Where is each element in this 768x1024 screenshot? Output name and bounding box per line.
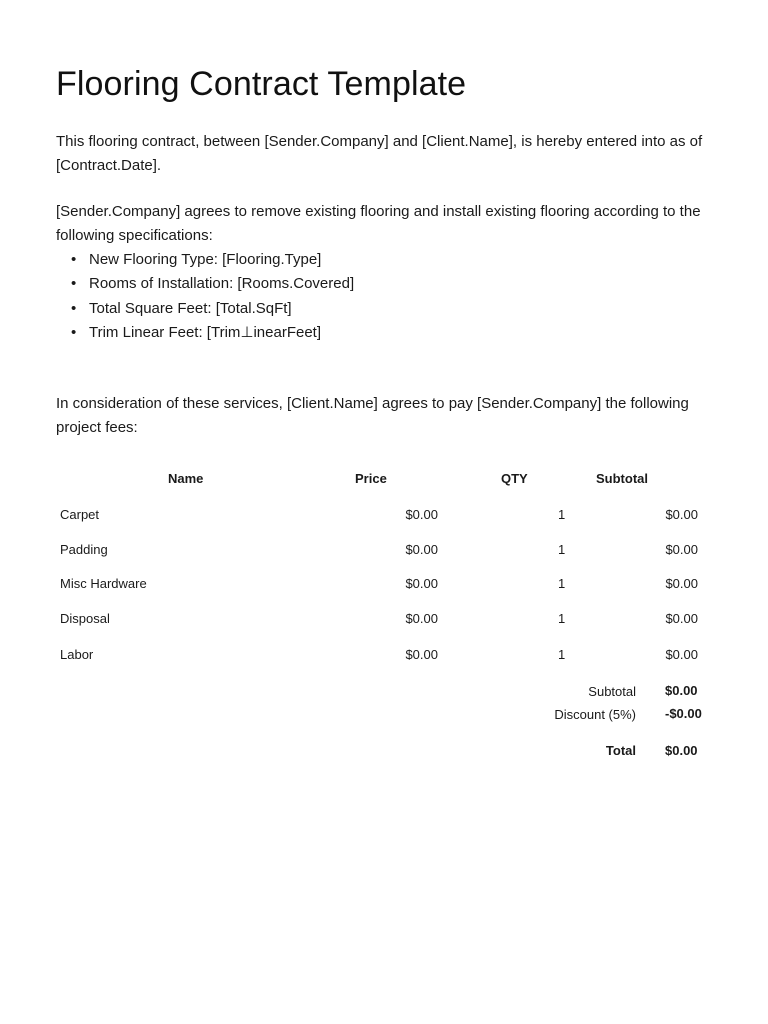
- row-name: Padding: [60, 542, 108, 557]
- specifications-list: [56, 248, 354, 345]
- payment-paragraph: In consideration of these services, [Client.Name] agrees to pay [Sender.Company] the following project fees:: [56, 395, 689, 436]
- summary-subtotal-label: Subtotal: [588, 684, 636, 699]
- row-price: $0.00: [405, 576, 438, 591]
- summary-total-value: $0.00: [665, 743, 698, 758]
- row-price: $0.00: [405, 507, 438, 522]
- spec-item-text: New Flooring Type: [Flooring.Type]: [89, 251, 322, 268]
- bullet-icon: •: [71, 299, 77, 317]
- spec-item: [56, 272, 354, 296]
- spec-item: [56, 321, 354, 345]
- column-header-name: Name: [168, 471, 204, 486]
- row-subtotal: $0.00: [665, 507, 698, 522]
- spec-item-text: Rooms of Installation: [Rooms.Covered]: [89, 275, 355, 293]
- row-subtotal: $0.00: [665, 611, 698, 626]
- row-price: $0.00: [405, 542, 438, 557]
- summary-total-label: Total: [605, 743, 636, 758]
- row-subtotal: $0.00: [665, 542, 698, 557]
- column-header-subtotal: Subtotal: [596, 471, 648, 486]
- summary-discount-value: -$0.00: [665, 706, 702, 721]
- row-qty: 1: [558, 611, 566, 626]
- row-price: $0.00: [405, 647, 438, 662]
- table-row: [56, 610, 716, 630]
- table-row: [56, 575, 716, 595]
- scope-paragraph: [Sender.Company] agrees to remove existing flooring and install existing flooring according to the following specifications:: [56, 203, 701, 244]
- bullet-icon: •: [71, 251, 77, 268]
- table-row: [56, 646, 716, 666]
- column-header-qty: QTY: [501, 471, 528, 486]
- spec-item-text: Total Square Feet: [Total.SqFt]: [89, 299, 292, 317]
- row-qty: 1: [558, 507, 566, 522]
- row-subtotal: $0.00: [665, 647, 698, 662]
- row-name: Carpet: [60, 507, 100, 522]
- document-title: Flooring Contract Template: [56, 65, 467, 103]
- summary-subtotal-value: $0.00: [665, 683, 698, 698]
- row-qty: 1: [558, 542, 566, 557]
- bullet-icon: •: [71, 275, 77, 293]
- row-price: $0.00: [405, 611, 438, 626]
- spec-item: [56, 248, 354, 272]
- bullet-icon: •: [71, 323, 77, 341]
- table-row: [56, 541, 716, 561]
- summary-discount-label: Discount (5%): [554, 707, 636, 722]
- spec-item: [56, 297, 354, 321]
- row-name: Labor: [60, 647, 94, 662]
- row-qty: 1: [558, 647, 566, 662]
- table-row: [56, 506, 716, 526]
- intro-paragraph: This flooring contract, between [Sender.Company] and [Client.Name], is hereby entered into as of [Contract.Date].: [56, 133, 703, 174]
- row-name: Disposal: [60, 611, 110, 626]
- row-qty: 1: [558, 576, 566, 591]
- spec-item-text: Trim Linear Feet: [Trim⊥inearFeet]: [89, 323, 322, 341]
- row-subtotal: $0.00: [665, 576, 698, 591]
- column-header-price: Price: [355, 471, 387, 486]
- row-name: Misc Hardware: [60, 576, 147, 591]
